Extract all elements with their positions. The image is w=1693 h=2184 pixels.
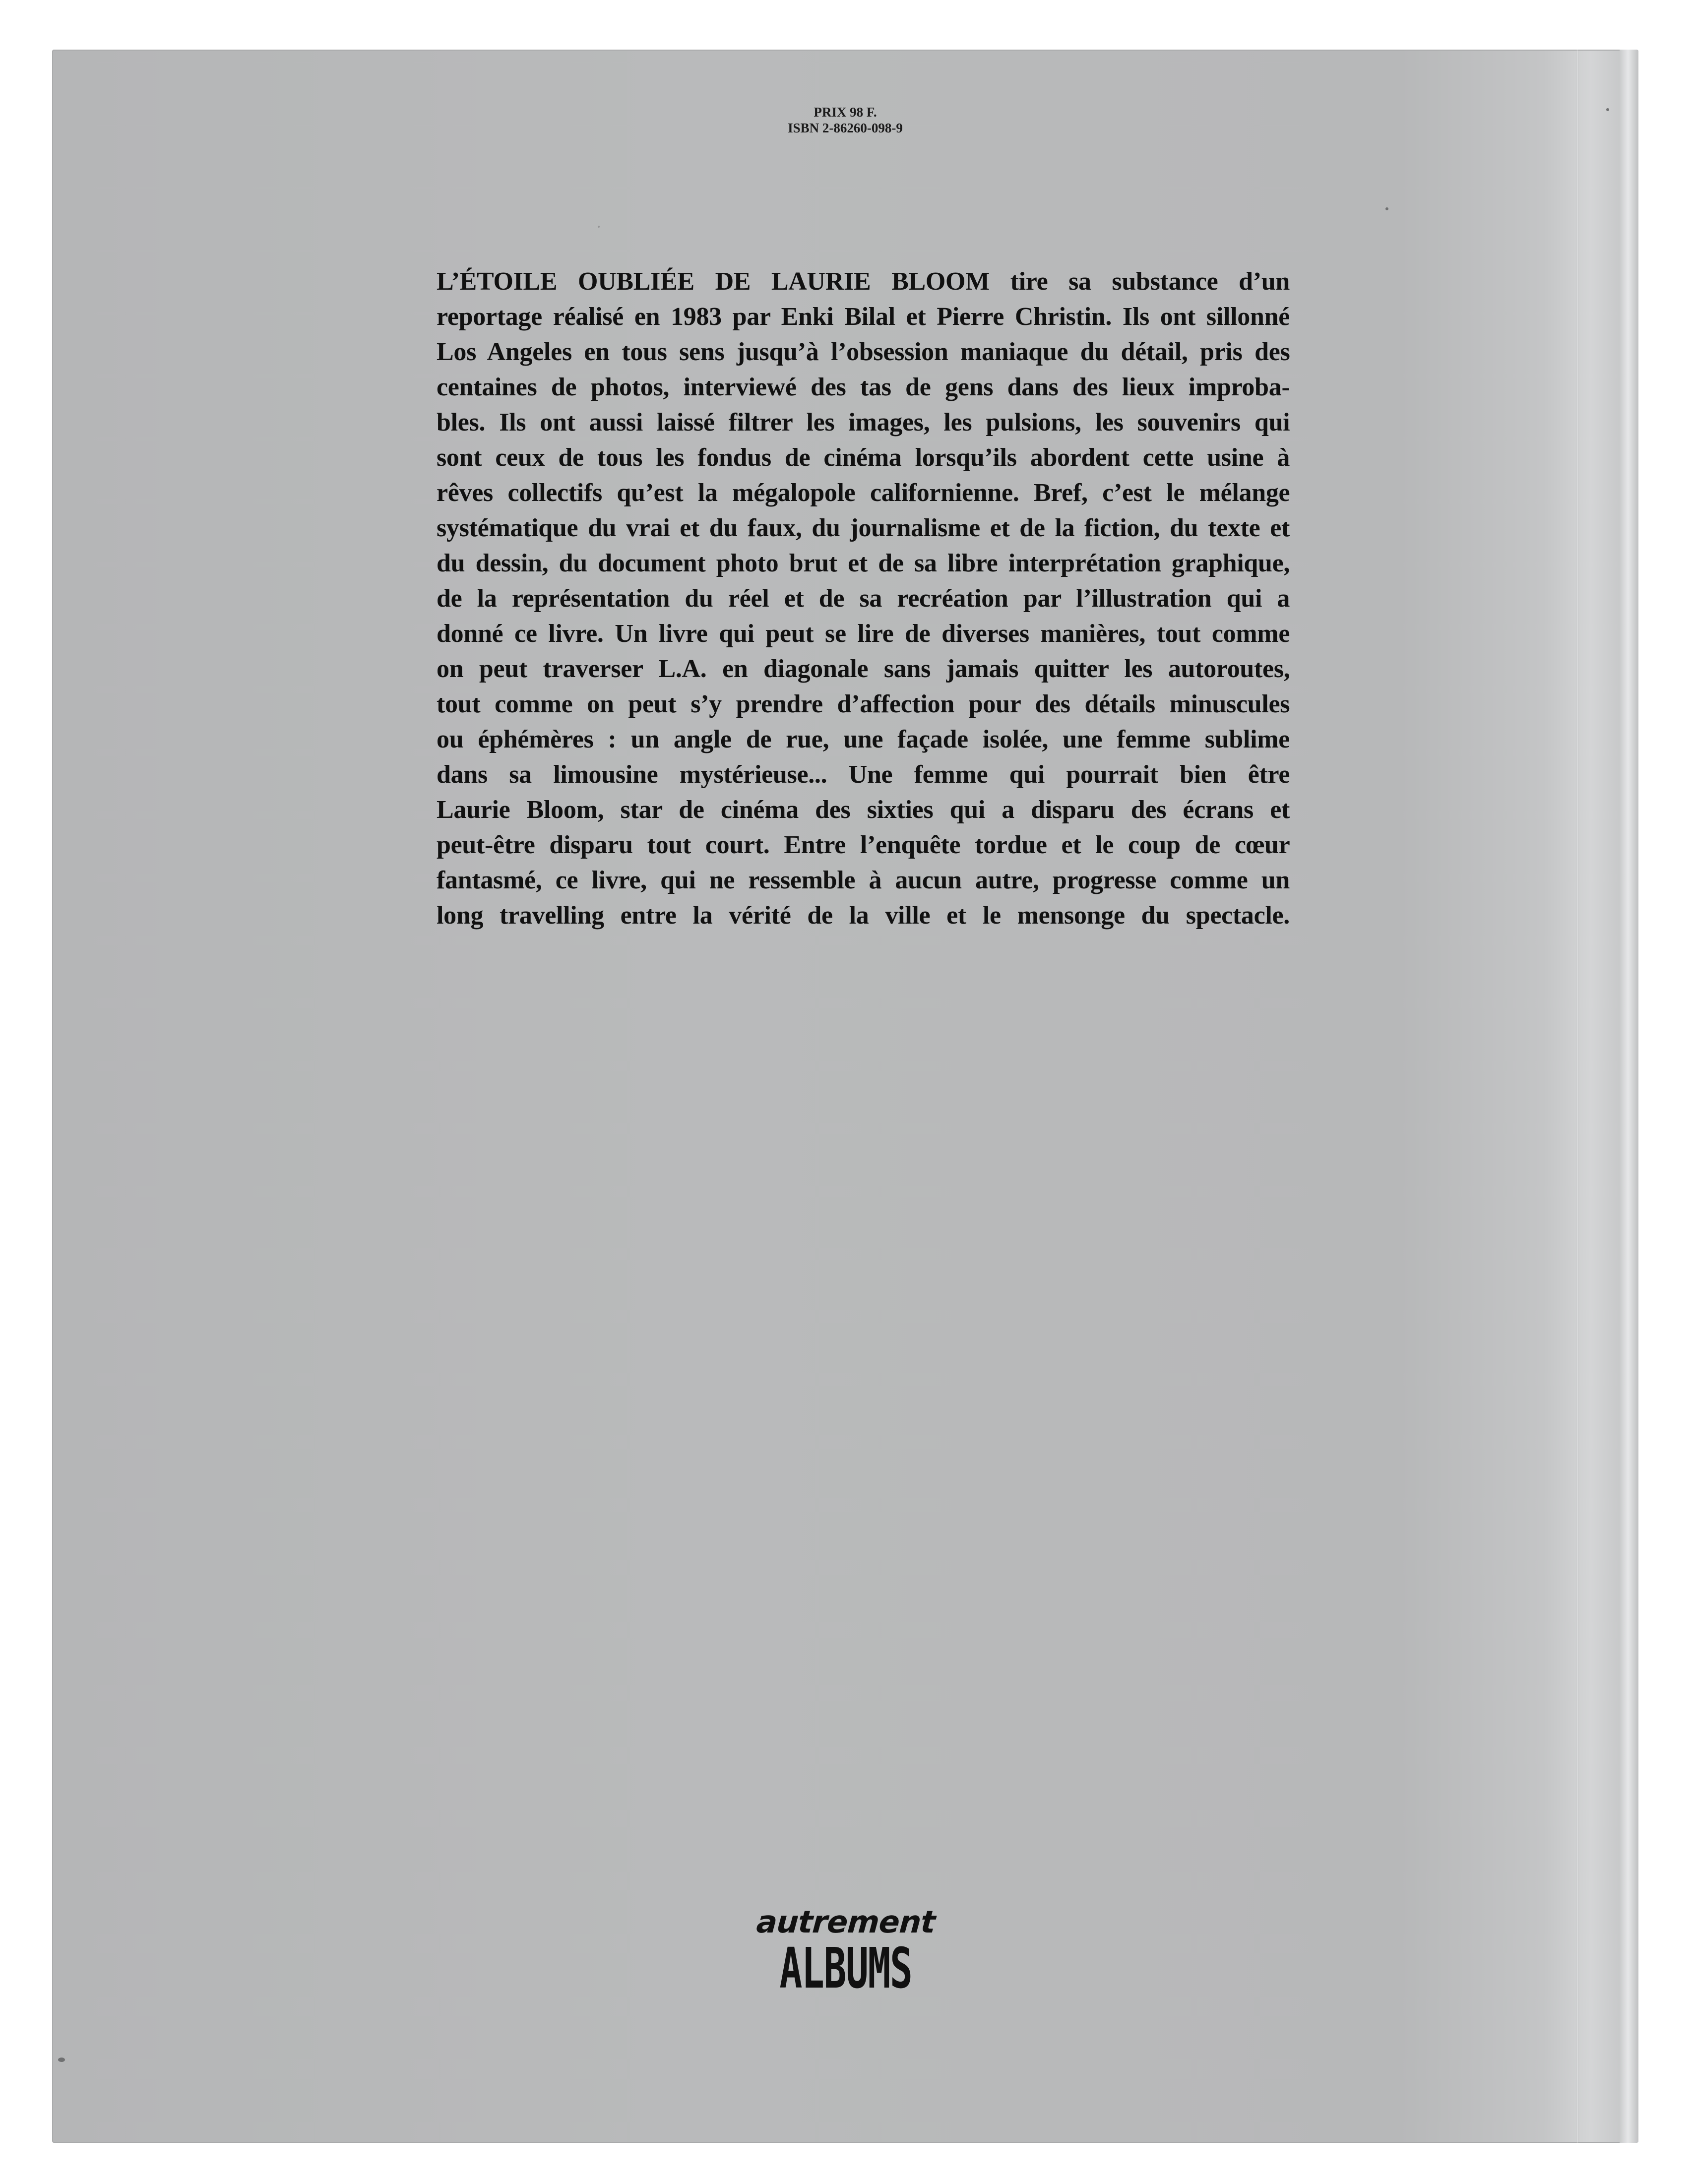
speck [58,2058,65,2062]
blurb-line: bles. Ils ont aussi laissé filtrer les images, les pulsions, les souvenirs qui [437,408,1290,437]
book-back-cover [52,50,1638,2143]
isbn-label: ISBN 2-86260-098-9 [788,121,903,135]
blurb-line: centaines de photos, interviewé des tas de gens dans des lieux improba- [437,373,1290,401]
blurb-line: tout comme on peut s’y prendre d’affection pour des détails minuscules [437,690,1290,718]
speck [1606,108,1609,111]
blurb-line: fantasmé, ce livre, qui ne ressemble à aucun autre, progresse comme un [437,866,1290,894]
blurb-text [437,264,1290,933]
blurb-line: Laurie Bloom, star de cinéma des sixties qui a disparu des écrans et [437,796,1290,824]
speck [1385,207,1388,210]
blurb-line: L’ÉTOILE OUBLIÉE DE LAURIE BLOOM tire sa substance d’un [437,267,1290,296]
publisher-logo [732,1904,960,2001]
blurb-line: sont ceux de tous les fondus de cinéma lorsqu’ils abordent cette usine à [437,443,1290,472]
blurb-line: ou éphémères : un angle de rue, une façade isolée, une femme sublime [437,725,1290,753]
blurb-line: systématique du vrai et du faux, du journalisme et de la fiction, du texte et [437,514,1290,542]
blurb-line: rêves collectifs qu’est la mégalopole californienne. Bref, c’est le mélange [437,479,1290,507]
blurb-line: dans sa limousine mystérieuse... Une femme qui pourrait bien être [437,760,1290,789]
logo-albums: ALBUMS [779,1936,912,2001]
blurb-line: de la représentation du réel et de sa recréation par l’illustration qui a [437,584,1290,613]
blurb-line: donné ce livre. Un livre qui peut se lire de diverses manières, tout comme [437,620,1290,648]
logo-autrement: autrement [755,1904,937,1940]
price-label: PRIX 98 F. [814,105,877,120]
cover-hinge [1576,50,1579,2143]
price-isbn-block [52,104,1638,136]
speck [598,226,600,228]
blurb-line: on peut traverser L.A. en diagonale sans jamais quitter les autoroutes, [437,655,1290,683]
spine-edge [1620,50,1638,2143]
blurb-line: peut-être disparu tout court. Entre l’enquête tordue et le coup de cœur [437,831,1290,859]
blurb-line-last: long travelling entre la vérité de la ville et le mensonge du spectacle. [437,901,1290,930]
blurb-line: reportage réalisé en 1983 par Enki Bilal et Pierre Christin. Ils ont sillonné [437,303,1290,331]
blurb-line: Los Angeles en tous sens jusqu’à l’obsession maniaque du détail, pris des [437,338,1290,366]
blurb-line: du dessin, du document photo brut et de sa libre interprétation graphique, [437,549,1290,577]
